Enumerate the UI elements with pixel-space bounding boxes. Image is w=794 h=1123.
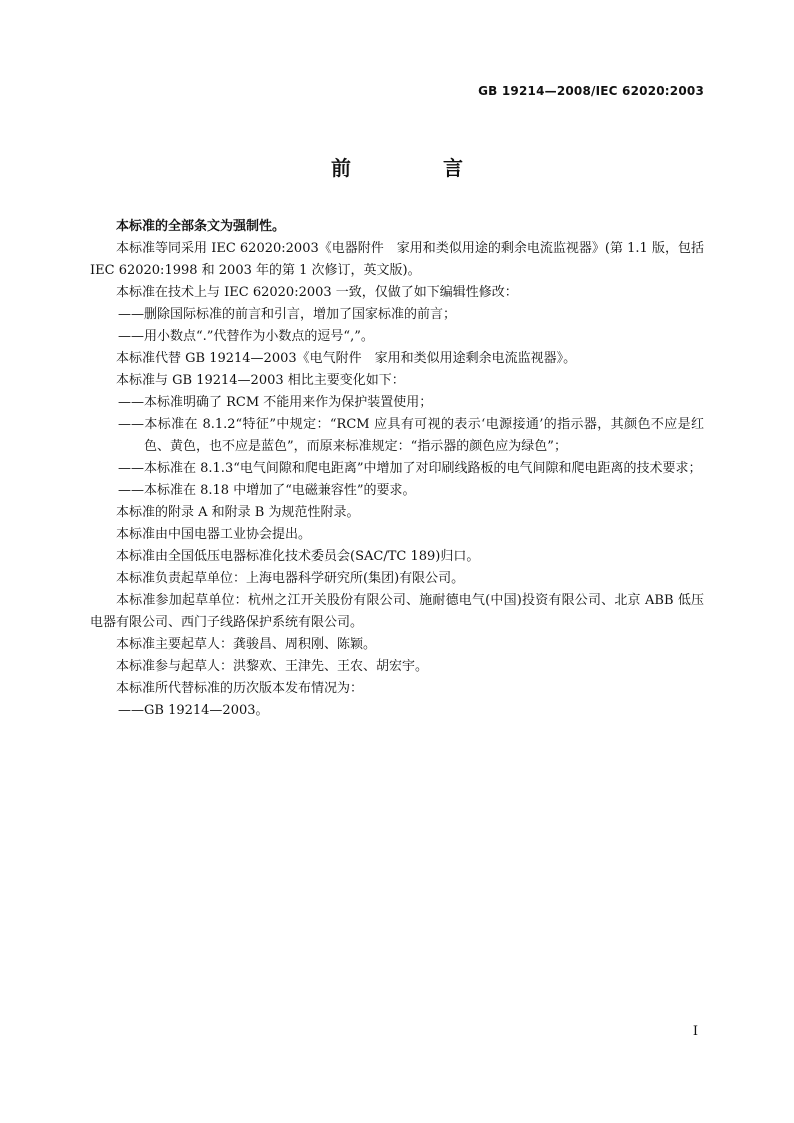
page-number: I xyxy=(692,1024,698,1039)
standard-code: GB 19214—2008/IEC 62020:2003 xyxy=(478,84,704,98)
paragraph-replaces: 本标准代替 GB 19214—2003《电气附件 家用和类似用途剩余电流监视器》。 xyxy=(116,351,577,366)
paragraph-adoption: 本标准等同采用 IEC 62020:2003《电器附件 家用和类似用途的剩余电流监视器》(第 1.1 版，包括 IEC 62020:1998 和 2003 年的第 1 次修订，英文版)。 xyxy=(90,241,704,278)
list-item-edit-2: ——用小数点“.”代替作为小数点的逗号“,”。 xyxy=(118,329,374,344)
paragraph-proposer: 本标准由中国电器工业协会提出。 xyxy=(116,527,312,542)
list-item-edit-1: ——删除国际标准的前言和引言，增加了国家标准的前言； xyxy=(118,307,457,322)
foreword-body xyxy=(90,216,704,722)
paragraph-committee: 本标准由全国低压电器标准化技术委员会(SAC/TC 189)归口。 xyxy=(116,549,480,564)
list-item-change-4: ——本标准在 8.18 中增加了“电磁兼容性”的要求。 xyxy=(118,483,416,498)
list-item-change-1: ——本标准明确了 RCM 不能用来作为保护装置使用； xyxy=(118,395,433,410)
list-item-history-1: ——GB 19214—2003。 xyxy=(118,703,269,718)
paragraph-annexes: 本标准的附录 A 和附录 B 为规范性附录。 xyxy=(116,505,360,520)
paragraph-main-authors: 本标准主要起草人：龚骏昌、周积刚、陈颖。 xyxy=(116,637,377,652)
paragraph-changes-intro: 本标准与 GB 19214—2003 相比主要变化如下： xyxy=(116,373,405,388)
paragraph-mandatory: 本标准的全部条文为强制性。 xyxy=(116,219,286,234)
paragraph-technical-consistency: 本标准在技术上与 IEC 62020:2003 一致，仅做了如下编辑性修改： xyxy=(116,285,518,300)
paragraph-contributing-authors: 本标准参与起草人：洪黎欢、王津先、王农、胡宏宇。 xyxy=(116,659,429,674)
list-item-change-2: ——本标准在 8.1.2“特征”中规定：“RCM 应具有可视的表示‘电源接通’的指示器，其颜色不应是红色、黄色，也不应是蓝色”，而原来标准规定：“指示器的颜色应为绿色”； xyxy=(118,417,704,454)
list-item-change-3: ——本标准在 8.1.3“电气间隙和爬电距离”中增加了对印刷线路板的电气间隙和爬电距离的技术要求； xyxy=(118,461,702,476)
page-title: 前 言 xyxy=(331,156,499,180)
paragraph-history-intro: 本标准所代替标准的历次版本发布情况为： xyxy=(116,681,364,696)
paragraph-lead-drafter: 本标准负责起草单位：上海电器科学研究所(集团)有限公司。 xyxy=(116,571,465,586)
paragraph-participating-drafters: 本标准参加起草单位：杭州之江开关股份有限公司、施耐德电气(中国)投资有限公司、北京 ABB 低压电器有限公司、西门子线路保护系统有限公司。 xyxy=(90,593,704,630)
